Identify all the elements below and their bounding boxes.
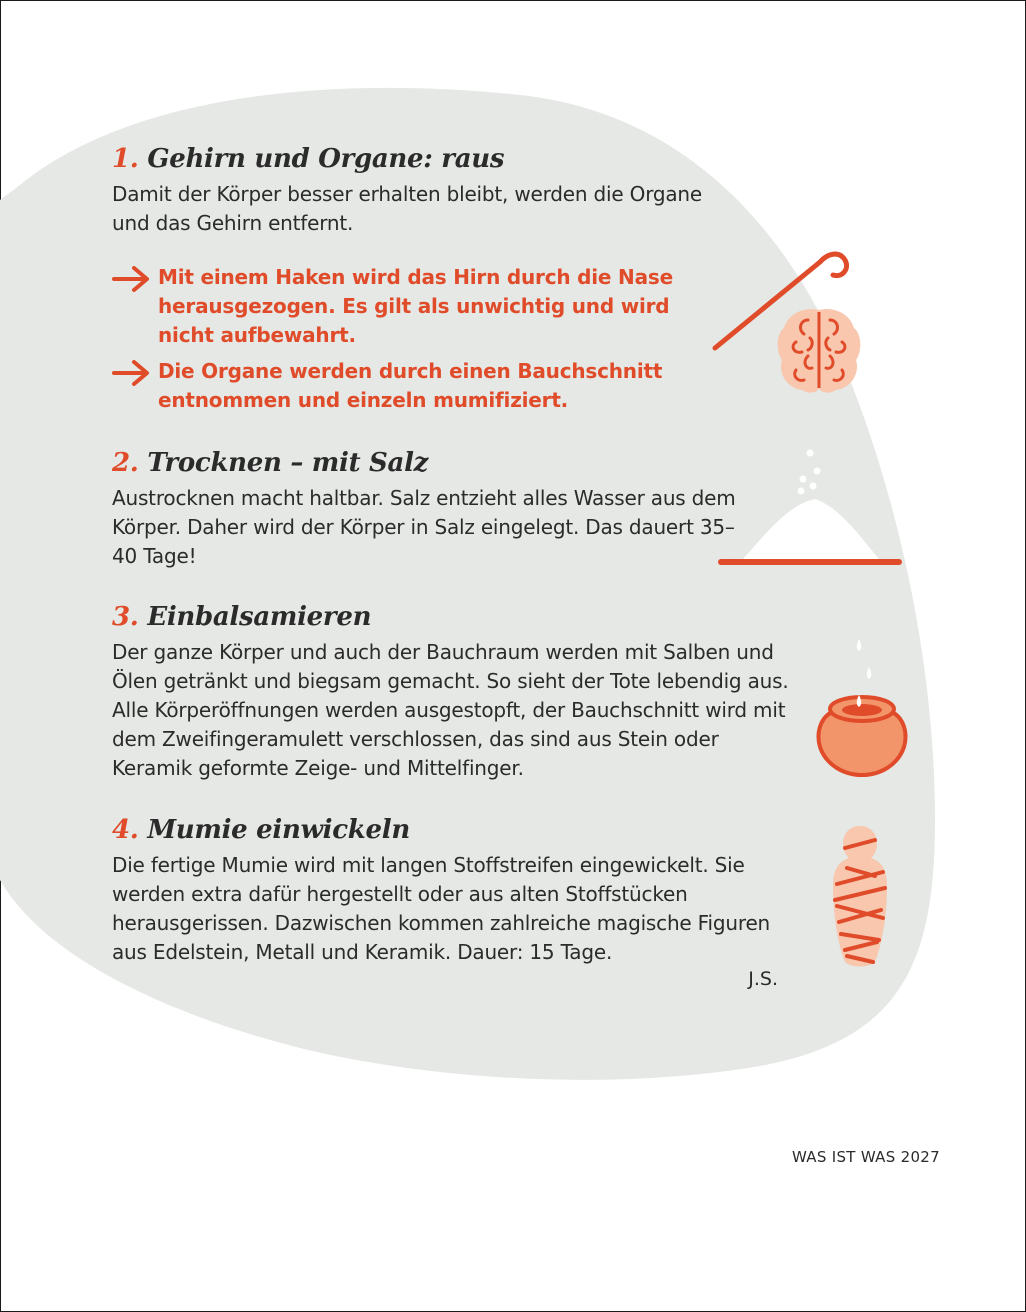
section-3-heading xyxy=(112,600,802,634)
section-4 xyxy=(112,813,802,967)
bullet-2 xyxy=(112,357,722,415)
oil-pot-icon xyxy=(812,635,912,780)
section-2-heading xyxy=(112,446,802,480)
arrow-right-icon xyxy=(112,266,150,292)
bullet-1-text: Mit einem Haken wird das Hirn durch die Nase herausgezogen. Es gilt als unwichtig und wird nicht aufbewahrt. xyxy=(158,265,673,347)
mummy-icon xyxy=(825,822,895,972)
section-2-text: Austrocknen macht haltbar. Salz entzieht alles Wasser aus dem Körper. Daher wird der Körper in Salz eingelegt. Das dauert 35–40 Tage! xyxy=(112,486,736,568)
section-1-title: Gehirn und Organe: raus xyxy=(147,144,505,174)
section-4-text: Die fertige Mumie wird mit langen Stoffstreifen eingewickelt. Sie werden extra dafür hergestellt oder aus alten Stoffstücken herausgerissen. Dazwischen kommen zahlreiche magische Figuren aus Edelstein, Metall und Keramik. Dauer: 15 Tage. xyxy=(112,853,771,964)
section-4-heading xyxy=(112,813,802,847)
author-signature: J.S. xyxy=(748,968,778,990)
section-3-number: 3. xyxy=(112,602,139,632)
section-4-number: 4. xyxy=(112,815,139,845)
section-2-number: 2. xyxy=(112,448,139,478)
section-1-text: Damit der Körper besser erhalten bleibt, werden die Organe und das Gehirn entfernt. xyxy=(112,182,702,235)
section-4-title: Mumie einwickeln xyxy=(147,815,410,845)
section-3-title: Einbalsamieren xyxy=(147,602,372,632)
bullet-2-text: Die Organe werden durch einen Bauchschnitt entnommen und einzeln mumifiziert. xyxy=(158,359,663,412)
section-1 xyxy=(112,142,802,238)
section-3 xyxy=(112,600,802,783)
section-1-heading xyxy=(112,142,802,176)
section-3-text: Der ganze Körper und auch der Bauchraum werden mit Salben und Ölen getränkt und biegsam gemacht. So sieht der Tote lebendig aus. Alle Körperöffnungen werden ausgestopft, der Bauchschnitt wird mit dem Zweifingeramulett verschlossen, das sind aus Stein oder Keramik geformte Zeige- und Mittelfinger. xyxy=(112,640,789,780)
section-2-title: Trocknen – mit Salz xyxy=(147,448,429,478)
salt-pile-icon xyxy=(715,445,905,570)
bullet-1 xyxy=(112,263,722,350)
section-2 xyxy=(112,446,802,571)
brain-icon xyxy=(774,304,864,396)
page-footer: WAS IST WAS 2027 xyxy=(792,1148,940,1166)
arrow-right-icon xyxy=(112,360,150,386)
section-1-number: 1. xyxy=(112,144,139,174)
